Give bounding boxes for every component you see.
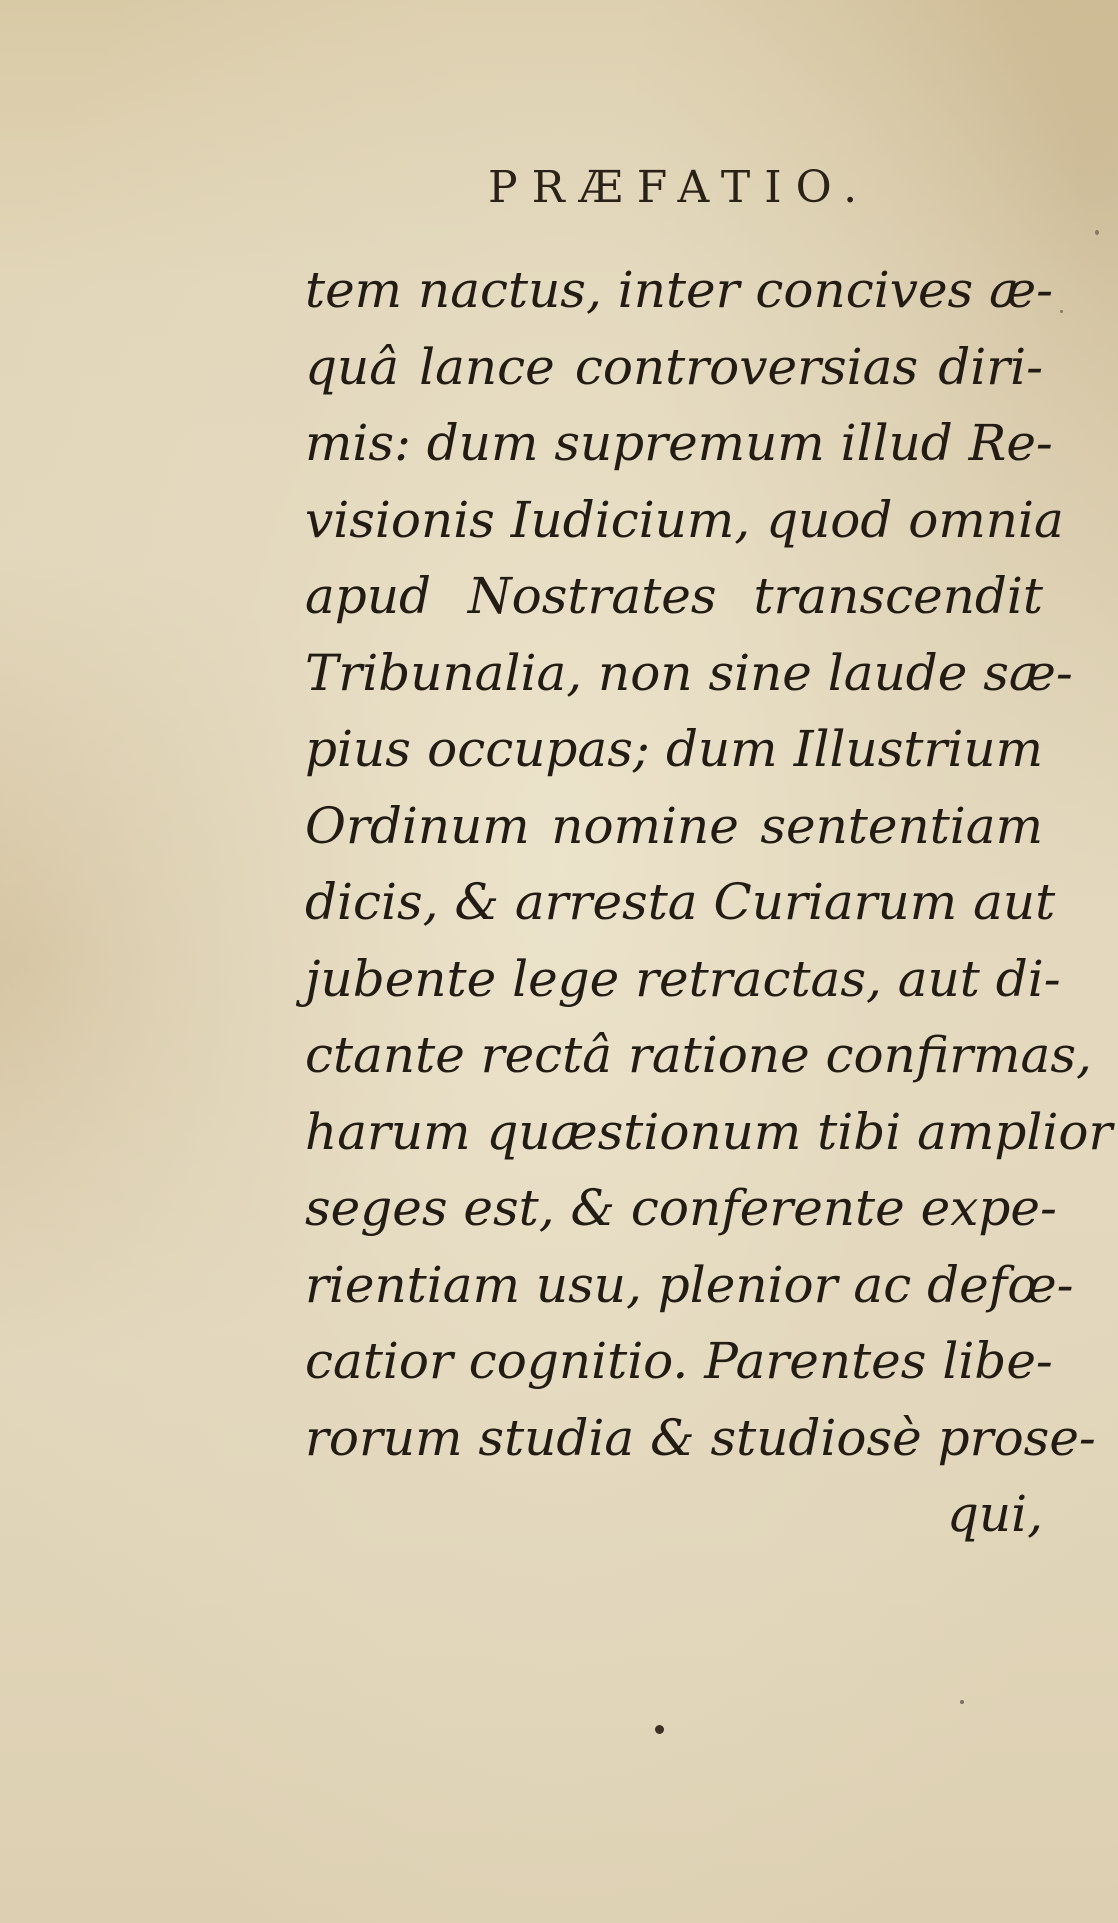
- text-line: harum quæstionum tibi amplior: [305, 1102, 1113, 1161]
- text-line: catior cognitio. Parentes libe-: [305, 1332, 1053, 1390]
- text-line: visionis Iudicium, quod omnia: [305, 490, 1064, 549]
- paper-speck: [655, 1725, 664, 1734]
- text-line: tem nactus, inter concives æ-: [305, 261, 1053, 319]
- text-line: jubente lege retractas, aut di-: [305, 949, 1061, 1008]
- text-line: rorum studia & studiosè prose-: [305, 1408, 1096, 1467]
- text-line: dicis, & arresta Curiarum aut: [305, 873, 1056, 931]
- paper-speck: [1060, 310, 1063, 313]
- text-line: ctante rectâ ratione confirmas,: [305, 1026, 1092, 1084]
- text-line: pius occupas; dum Illustrium: [305, 720, 1043, 778]
- paper-speck: [960, 1700, 964, 1704]
- text-line: mis: dum supremum illud Re-: [305, 414, 1053, 472]
- text-line: rientiam usu, plenior ac defœ-: [305, 1255, 1074, 1314]
- body-text: [305, 252, 1113, 1553]
- running-head: PRÆFATIO.: [488, 162, 872, 213]
- text-line: Ordinum nomine sententiam: [305, 796, 1043, 855]
- text-line: quâ lance controversias diri-: [305, 337, 1043, 396]
- text-line: seges est, & conferente expe-: [305, 1179, 1057, 1237]
- text-line: apud Nostrates transcendit: [305, 567, 1043, 625]
- text-line: qui,: [946, 1485, 1043, 1543]
- paper-speck: [1095, 230, 1099, 235]
- text-line: Tribunalia, non sine laude sæ-: [305, 643, 1073, 702]
